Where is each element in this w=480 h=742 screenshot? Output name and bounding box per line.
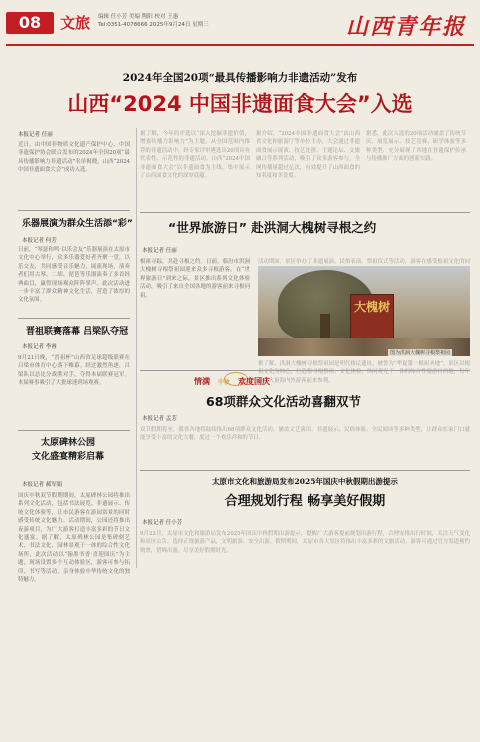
tree-headline: “世界旅游日” 赴洪洞大槐树寻根之约 [168, 220, 377, 235]
newspaper-logo: 山西青年报 [346, 14, 467, 40]
section-rule [140, 212, 470, 213]
lead-headline: 山西“2024 中国非遗面食大会”入选 [67, 92, 413, 116]
tree-text-a: 根祖寻踪，共赴寻根之约。日前，临汾市洪洞大槐树寻根祭祖园迎来众多寻根游客。在“世界旅游日”到来之际，景区推出系列文化体验活动，吸引了来自全国各地的游客前来寻根问祖。 [140, 259, 250, 299]
festive-mid: 中秋 [217, 379, 230, 386]
festive-banner [194, 376, 270, 387]
editor-line: 编辑 任小芳 美编 陶阳 校对 王惠 [98, 14, 179, 20]
block-rule [18, 430, 130, 431]
football-block-text: 9月21日晚，“晋祖杯”山西省足球超级联赛在吕梁市体育中心落下帷幕。经过激烈角逐，吕梁队以总比分战胜对手，夺得本届联赛冠军。本届赛事吸引了大批球迷到场观赛。 [18, 355, 130, 387]
tree-photo [258, 266, 470, 356]
tree-byline: 本报记者 任丽 [142, 248, 177, 254]
holiday-text: 9月22日，太原市文化和旅游局发布2025年国庆中秋假期出游提示，提醒广大游客提前规划出游行程，合理安排出行时间，关注天气变化和景区公告，选择正规旅游产品，文明旅游、安全出游。假期期间，太原市各大景区将推出丰富多彩的文旅活动，游客可通过官方渠道预约购票，错峰出游，尽享美好假期时光。 [140, 531, 470, 554]
festive-left: 情满 [194, 377, 210, 386]
football-block-byline: 本报记者 李睿 [22, 344, 57, 350]
music-block-byline: 本报记者 何芳 [22, 238, 57, 244]
tree-text-b: 据了解，洪洞大槐树寻根祭祖园是明代移民遗址，被誉为“华夏第一根祖圣地”。景区以根祖文化为核心，打造集寻根祭祖、文化体验、休闲观光于一体的综合性旅游目的地，每年吸引大量海内外游客前来参观。 [258, 361, 470, 384]
section-rule [140, 470, 470, 471]
lead-byline: 本报记者 任丽 [18, 132, 53, 138]
activities-text: 双节假期将至，我省各地将陆续推出68项群众文化活动，涵盖文艺演出、非遗展示、民俗体验、全民阅读等多种类型，让群众在家门口就能享受丰富的文化大餐，度过一个欢乐祥和的节日。 [140, 427, 470, 442]
column-divider [136, 128, 137, 568]
section-label: 文旅 [60, 14, 91, 32]
park-block-title: 太原碑林公园 文化盛宴精彩启幕 [32, 438, 105, 462]
monument-inscription: 大槐树 [354, 300, 391, 314]
photo-caption: 图为洪洞大槐树寻根祭祖园 [390, 350, 451, 356]
music-block-title: 乐器展演为群众生活添“彩” [22, 219, 133, 229]
holiday-kicker: 太原市文化和旅游局发布2025年国庆中秋假期出游提示 [212, 477, 398, 486]
lead-kicker: 2024年全国20项“最具传播影响力非遗活动”发布 [122, 72, 358, 84]
section-rule [140, 370, 470, 371]
holiday-headline: 合理规划行程 畅享美好假期 [224, 494, 386, 509]
lead-col-4: 据悉，此次入选的20项活动涵盖了传统节庆、展览展示、技艺竞赛、研学体验等多种类型，充分展现了各地在非遗保护传承与传播推广方面的创新实践。 [366, 131, 466, 163]
block-rule [18, 318, 130, 319]
activities-headline: 68项群众文化活动喜翻双节 [206, 394, 361, 409]
activities-byline: 本报记者 孟芳 [142, 416, 177, 422]
festive-right: 欢度国庆 [238, 377, 270, 386]
music-block-text: 日前，“琴瑟和鸣·以乐会友”乐器展演在太原市文化中心举行，众多乐器爱好者齐聚一堂，以乐交友，共同感受音乐魅力。展演现场，演奏者们用古琴、二胡、琵琶等乐器演奏了多首经典曲目，赢得现场观众阵阵掌声。此次活动进一步丰富了群众精神文化生活，营造了浓厚的文化氛围。 [18, 247, 130, 304]
park-block-text: 国庆中秋双节假期期间，太原碑林公园将推出系列文化活动，包括书法展览、非遗展示、传统文化体验等，让市民游客在游园赏景的同时感受传统文化魅力。活动期间，公园还将推出夜游项目，为广大游客打造丰富多彩的节日文化盛宴。据了解，太原碑林公园是集碑刻艺术、书法文化、园林景观于一体的综合性文化场所，此次活动以“翰墨书香·喜迎国庆”为主题，现场设置多个互动体验区，游客可参与拓印、书写等活动，亲身体验中华传统文化的独特魅力。 [18, 493, 130, 584]
football-block-title: 晋祖联赛落幕 吕梁队夺冠 [26, 327, 129, 337]
holiday-byline: 本报记者 任小芳 [142, 520, 183, 526]
block-rule [18, 210, 130, 211]
contact-line: Tel:0351-4078666 2025年9月24日 星期三 [98, 22, 209, 28]
page-number: 08 [6, 12, 54, 34]
lead-col-2: 据了解，今年的评选以“深入挖掘非遗价值，增强传播力影响力”为主题，从全国范围内推荐的非遗活动中，经专家评审遴选出20项具有代表性、示范性的非遗活动。山西“2024中国非遗面食大会”以非遗面食为主线，集中展示了山西面食文化的深厚底蕴。 [140, 131, 250, 180]
lead-col-1: 近日，由中国非物质文化遗产保护中心、中国非遗保护协会联合发布的2024年全国20项“最具传播影响力非遗活动”名单揭晓，山西“2024中国非遗面食大会”成功入选。 [18, 142, 130, 174]
park-block-byline: 本报记者 郝军娟 [22, 482, 63, 488]
tree-text-c: 活动期间，景区举办了非遗展演、民俗表演、祭祖仪式等活动，游客在感受根祖文化的同 [258, 259, 470, 265]
lead-col-3: 据介绍，“2024中国非遗面食大会”由山西省文化和旅游厅等单位主办，大会通过非遗面食展示展演、技艺比拼、主题论坛、文旅融合等系列活动，吸引了众多游客参与，全网传播量超过亿次，有效提升了山西面食的知名度和美誉度。 [256, 131, 360, 180]
masthead-rule [6, 44, 474, 46]
masthead-meta [98, 13, 209, 29]
